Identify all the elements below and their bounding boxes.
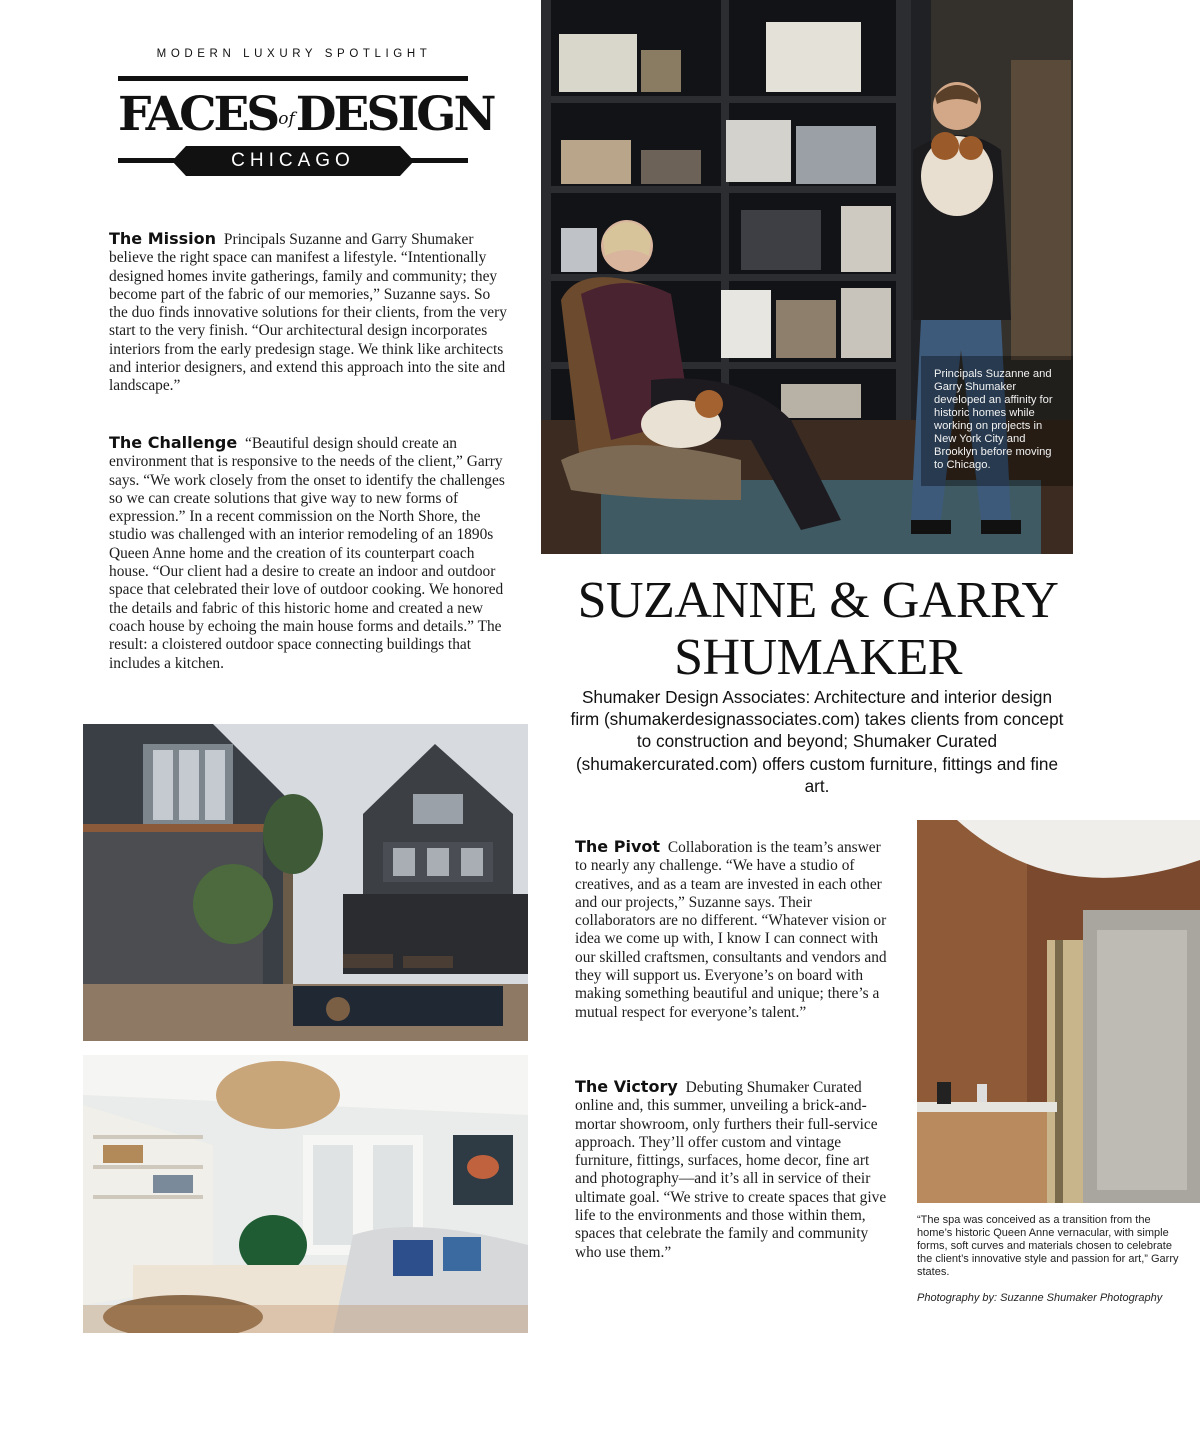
challenge-paragraph <box>109 434 507 673</box>
firm-description: Shumaker Design Associates: Architecture and interior design firm (shumakerdesignassociates.com) takes clients from concept to construction and beyond; Shumaker Curated (shumakercurated.com) offers custom furniture, fittings and fine art. <box>570 687 1064 796</box>
challenge-section <box>109 434 507 673</box>
pivot-lead: The Pivot <box>575 837 661 856</box>
portrait-caption: Principals Suzanne and Garry Shumaker developed an affinity for historic homes while working on projects in New York City and Brooklyn before moving to Chicago. <box>934 368 1053 471</box>
victory-section <box>575 1078 887 1262</box>
pivot-section <box>575 838 887 1022</box>
pivot-text: Collaboration is the team’s answer to nearly any challenge. “We have a studio of creatives, and as a team are invested in each other and our projects,” Suzanne says. Their collaborators are no different. “Whatever vision or idea we come up with, I know I can connect with our skilled craftsmen, consultants and vendors and they will support us. Everyone’s on board with making something beautiful and unique; there’s a mutual respect for everyone’s talent.” <box>575 839 887 1021</box>
logo-word-of: of <box>278 109 295 129</box>
exterior-photo-art <box>83 724 528 1041</box>
logo-word-faces: FACES <box>118 87 278 142</box>
spa-photo-art <box>917 820 1200 1203</box>
living-room-photo <box>83 1055 528 1333</box>
challenge-text: “Beautiful design should create an environment that is responsive to the needs of the client,” Garry says. “We work closely from the onset to identify the challenges so we can create solutions that give way to new forms of expression.” In a recent commission on the North Shore, the studio was challenged with an interior remodeling of an 1890s Queen Anne home and the creation of its counterpart coach house. “Our client had a desire to create an indoor and outdoor space that celebrated their love of outdoor cooking. We honored the details and fabric of this historic home and created a new coach house by echoing the main house forms and details.” The result: a cloistered outdoor space connecting buildings that includes a kitchen. <box>109 435 505 672</box>
city-banner: CHICAGO <box>186 146 400 176</box>
living-room-photo-art <box>83 1055 528 1333</box>
section-kicker: MODERN LUXURY SPOTLIGHT <box>156 48 432 60</box>
spa-photo <box>917 820 1200 1203</box>
mission-paragraph <box>109 230 507 396</box>
mission-section <box>109 230 507 396</box>
spa-caption: “The spa was conceived as a transition from the home’s historic Queen Anne vernacular, with simple forms, soft curves and materials chosen to celebrate the client’s innovative style and passion for art,” Garry states. <box>917 1214 1179 1278</box>
mission-text: Principals Suzanne and Garry Shumaker believe the right space can manifest a lifestyle. “Intentionally designed homes invite gatherings, family and community; they become part of the fabric of our memories,” Suzanne says. So the duo finds innovative solutions for their clients, from the very start to the very finish. “Our architectural design incorporates interiors from the early predesign stage. We think like architects and interior designers, and extend this approach into the site and landscape.” <box>109 231 507 395</box>
logo-word-design: DESIGN <box>295 87 494 142</box>
photo-credit: Photography by: Suzanne Shumaker Photography <box>917 1292 1163 1304</box>
logo-top-rule <box>118 76 468 81</box>
mission-lead: The Mission <box>109 229 217 248</box>
victory-paragraph <box>575 1078 887 1262</box>
pivot-paragraph <box>575 838 887 1022</box>
exterior-photo <box>83 724 528 1041</box>
victory-text: Debuting Shumaker Curated online and, this summer, unveiling a brick-and-mortar showroom, only furthers their full-service approach. They’ll offer custom and vintage furniture, fittings, surfaces, home decor, fine art and photography—and it’s all in service of their ultimate goal. “We strive to create spaces that give life to the environments and those within them, spaces that celebrate the family and community who use them.” <box>575 1079 887 1261</box>
challenge-lead: The Challenge <box>109 433 238 452</box>
designer-names: SUZANNE & GARRY SHUMAKER <box>577 572 1059 686</box>
faces-of-design-logo <box>118 84 494 150</box>
victory-lead: The Victory <box>575 1077 678 1096</box>
